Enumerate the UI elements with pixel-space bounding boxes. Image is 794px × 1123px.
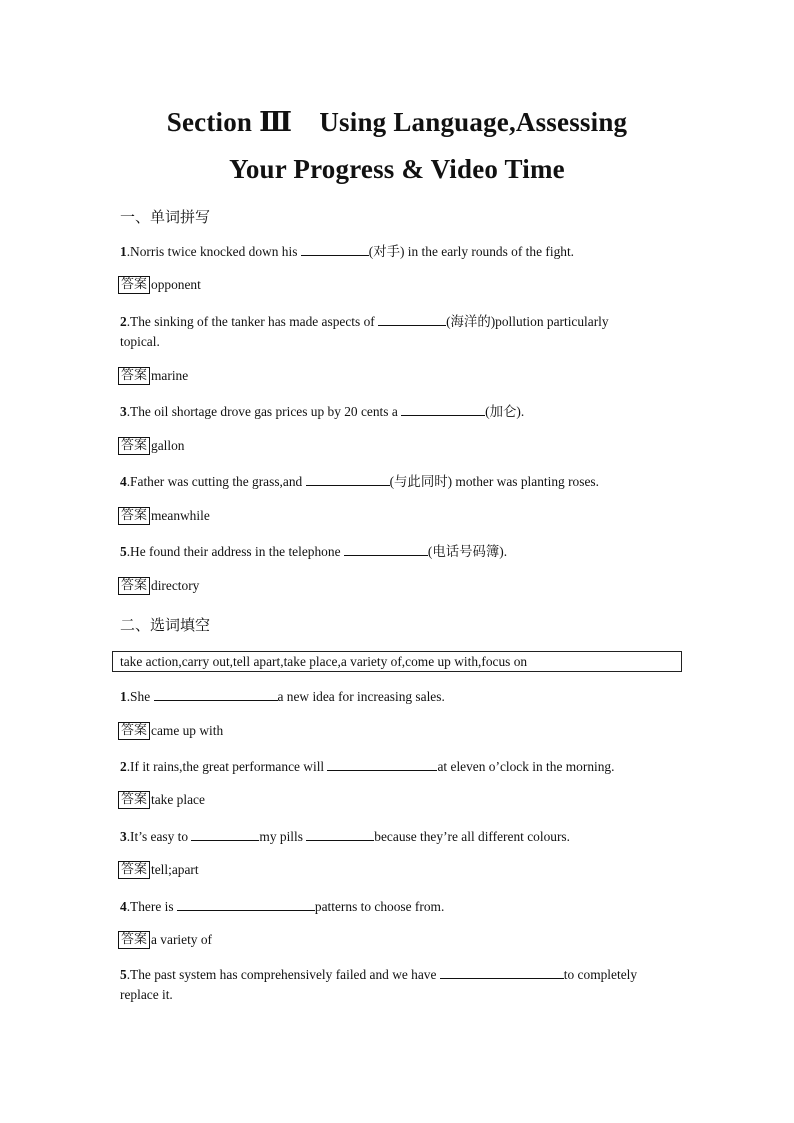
answer-blank (177, 898, 315, 911)
answer-1-5: 答案 directory (118, 577, 199, 595)
section-heading-2: 二、选词填空 (120, 616, 211, 634)
question-1-2: 2.The sinking of the tanker has made aspects of (海洋的)pollution particularly topical. (120, 314, 609, 349)
answer-blank (306, 473, 390, 486)
page-title-line1: Section Ⅲ Using Language,Assessing (166, 107, 628, 137)
answer-1-1: 答案 opponent (118, 276, 201, 294)
answer-1-4: 答案 meanwhile (118, 507, 210, 525)
question-1-5: 5.He found their address in the telephone (电话号码簿). (120, 544, 508, 559)
question-2-1: 1.She a new idea for increasing sales. (120, 689, 445, 704)
answer-1-3: 答案 gallon (118, 437, 185, 455)
question-2-3: 3.It’s easy to my pills because they’re all different colours. (120, 829, 570, 844)
question-2-5: 5.The past system has comprehensively failed and we have to completely replace it. (120, 967, 638, 1002)
page-title-line2: Your Progress & Video Time (229, 154, 565, 184)
question-2-4: 4.There is patterns to choose from. (120, 899, 445, 914)
word-bank-box: take action,carry out,tell apart,take place,a variety of,come up with,focus on (112, 651, 682, 672)
answer-blank (154, 688, 278, 701)
answer-2-2: 答案 take place (118, 791, 205, 809)
answer-blank (440, 966, 564, 979)
answer-blank (191, 828, 259, 841)
answer-1-2: 答案 marine (118, 367, 188, 385)
section-heading-1: 一、单词拼写 (120, 208, 211, 226)
question-2-2: 2.If it rains,the great performance will at eleven o’clock in the morning. (120, 759, 615, 774)
answer-blank (306, 828, 374, 841)
question-1-1: 1.Norris twice knocked down his (对手) in the early rounds of the fight. (120, 244, 575, 259)
answer-tag: 答案 (118, 276, 150, 294)
answer-blank (378, 313, 446, 326)
answer-blank (327, 758, 437, 771)
answer-blank (344, 543, 428, 556)
question-1-3: 3.The oil shortage drove gas prices up by 20 cents a (加仑). (120, 404, 525, 419)
answer-blank (301, 243, 369, 256)
answer-2-3: 答案 tell;apart (118, 861, 199, 879)
answer-2-4: 答案 a variety of (118, 931, 212, 949)
question-number: 1 (120, 244, 127, 259)
answer-blank (401, 403, 485, 416)
question-1-4: 4.Father was cutting the grass,and (与此同时) mother was planting roses. (120, 474, 599, 489)
answer-2-1: 答案 came up with (118, 722, 223, 740)
